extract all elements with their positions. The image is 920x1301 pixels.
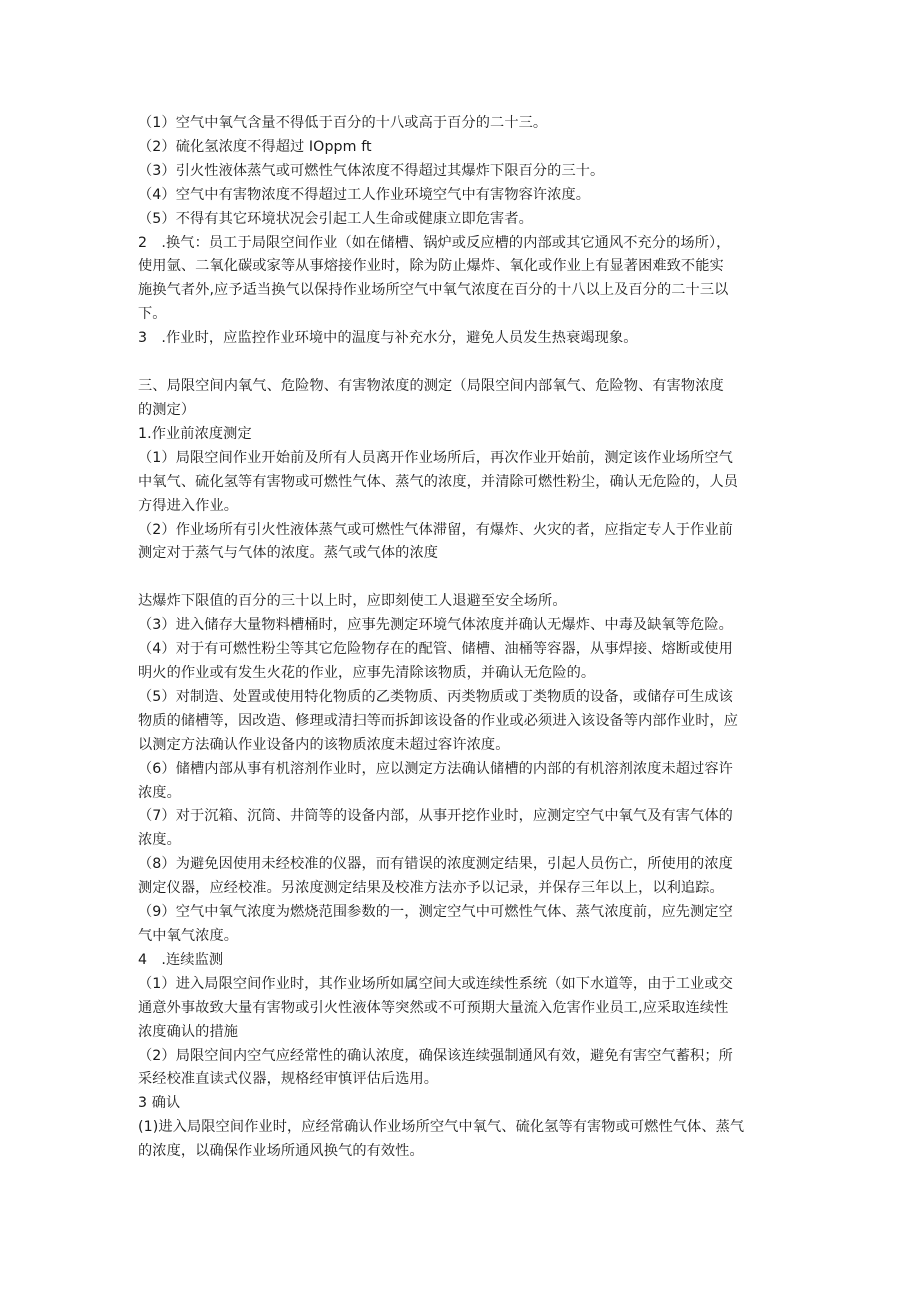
text-line: 方得进入作业。 — [138, 497, 239, 514]
text-line: 气中氧气浓度。 — [138, 928, 239, 944]
text-line: 采经校准直读式仪器，规格经审慎评估后选用。 — [138, 1071, 439, 1088]
text-line: （1）空气中氧气含量不得低于百分的十八或高于百分的二十三。 — [138, 115, 548, 131]
text-line: 达爆炸下限值的百分的三十以上时，应即刻使工人退避至安全场所。 — [138, 593, 567, 610]
text-line: 的浓度，以确保作业场所通风换气的有效性。 — [138, 1143, 424, 1160]
text-line: 测定对于蒸气与气体的浓度。蒸气或气体的浓度 — [138, 545, 439, 562]
subsection-heading: 1.作业前浓度测定 — [138, 425, 252, 442]
text-line: （2）作业场所有引火性液体蒸气或可燃性气体滞留，有爆炸、火灾的者，应指定专人于作业前 — [138, 521, 733, 538]
text-line: (1)进入局限空间作业时，应经常确认作业场所空气中氧气、硫化氢等有害物或可燃性气体、蒸气 — [138, 1119, 745, 1136]
text-line: （8）为避免因使用未经校准的仪器，而有错误的浓度测定结果，引起人员伤亡，所使用的浓度 — [138, 856, 733, 873]
paragraph-gap — [138, 566, 788, 590]
text-line: 2 .换气：员工于局限空间作业（如在储槽、锅炉或反应槽的内部或其它通风不充分的场所）， — [138, 234, 731, 251]
text-line: 浓度。 — [138, 832, 181, 849]
text-line: （5）不得有其它环境状况会引起工人生命或健康立即危害者。 — [138, 210, 533, 227]
section-heading: 三、局限空间内氧气、危险物、有害物浓度的测定（局限空间内部氧气、危险物、有害物浓度 — [138, 378, 724, 395]
text-line: 使用氩、二氧化碳或家等从事熔接作业时，除为防止爆炸、氧化或作业上有显著困难致不能实 — [138, 258, 724, 275]
text-line: 浓度。 — [138, 784, 181, 801]
text-line: （4）对于有可燃性粉尘等其它危险物存在的配管、储槽、油桶等容器，从事焊接、熔断或使用 — [138, 641, 733, 658]
text-line: （3）引火性液体蒸气或可燃性气体浓度不得超过其爆炸下限百分的三十。 — [138, 162, 605, 179]
text-line: 中氧气、硫化氢等有害物或可燃性气体、蒸气的浓度，并清除可燃性粉尘，确认无危险的，人员 — [138, 473, 739, 490]
text-line: 物质的储槽等，因改造、修理或清扫等而拆卸该设备的作业或必须进入该设备等内部作业时，应 — [138, 712, 739, 729]
text-line: 以测定方法确认作业设备内的该物质浓度未超过容许浓度。 — [138, 736, 510, 753]
paragraph-gap — [138, 351, 788, 375]
text-line: 施换气者外,应予适当换气以保持作业场所空气中氧气浓度在百分的十八以上及百分的二十三以 — [138, 282, 729, 299]
text-line: （4）空气中有害物浓度不得超过工人作业环境空气中有害物容许浓度。 — [138, 186, 591, 203]
text-line: 测定仪器，应经校准。另浓度测定结果及校准方法亦予以记录，并保存三年以上，以利追踪。 — [138, 880, 724, 897]
subsection-heading: 3 确认 — [138, 1095, 181, 1112]
text-line: （3）进入储存大量物料槽桶时，应事先测定环境气体浓度并确认无爆炸、中毒及缺氧等危险。 — [138, 617, 733, 634]
text-line: （7）对于沉箱、沉筒、井筒等的设备内部，从事开挖作业时，应测定空气中氧气及有害气体的 — [138, 808, 733, 825]
text-line: （5）对制造、处置或使用特化物质的乙类物质、丙类物质或丁类物质的设备，或储存可生成该 — [138, 688, 733, 705]
text-line: （2）硫化氢浓度不得超过 IOppm ft — [138, 138, 372, 155]
text-line: （2）局限空间内空气应经常性的确认浓度，确保该连续强制通风有效，避免有害空气蓄积；所 — [138, 1047, 733, 1064]
text-line: 3 .作业时，应监控作业环境中的温度与补充水分，避免人员发生热衰竭现象。 — [138, 330, 638, 347]
text-line: 明火的作业或有发生火花的作业，应事先清除该物质，并确认无危险的。 — [138, 665, 596, 682]
text-line: （1）进入局限空间作业时，其作业场所如属空间大或连续性系统（如下水道等，由于工业或交 — [138, 975, 733, 992]
section-heading: 的测定） — [138, 401, 196, 418]
document-body — [138, 112, 788, 1164]
text-line: 浓度确认的措施 — [138, 1023, 239, 1040]
text-line: 通意外事故致大量有害物或引火性液体等突然或不可预期大量流入危害作业员工,应采取连续性 — [138, 999, 729, 1016]
text-line: （1）局限空间作业开始前及所有人员离开作业场所后，再次作业开始前，测定该作业场所空气 — [138, 449, 733, 466]
text-line: （6）储槽内部从事有机溶剂作业时，应以测定方法确认储槽的内部的有机溶剂浓度未超过容许 — [138, 760, 733, 777]
text-line: （9）空气中氧气浓度为燃烧范围参数的一，测定空气中可燃性气体、蒸气浓度前，应先测定空 — [138, 904, 733, 921]
text-line: 下。 — [138, 306, 167, 323]
subsection-heading: 4 .连续监测 — [138, 951, 224, 968]
